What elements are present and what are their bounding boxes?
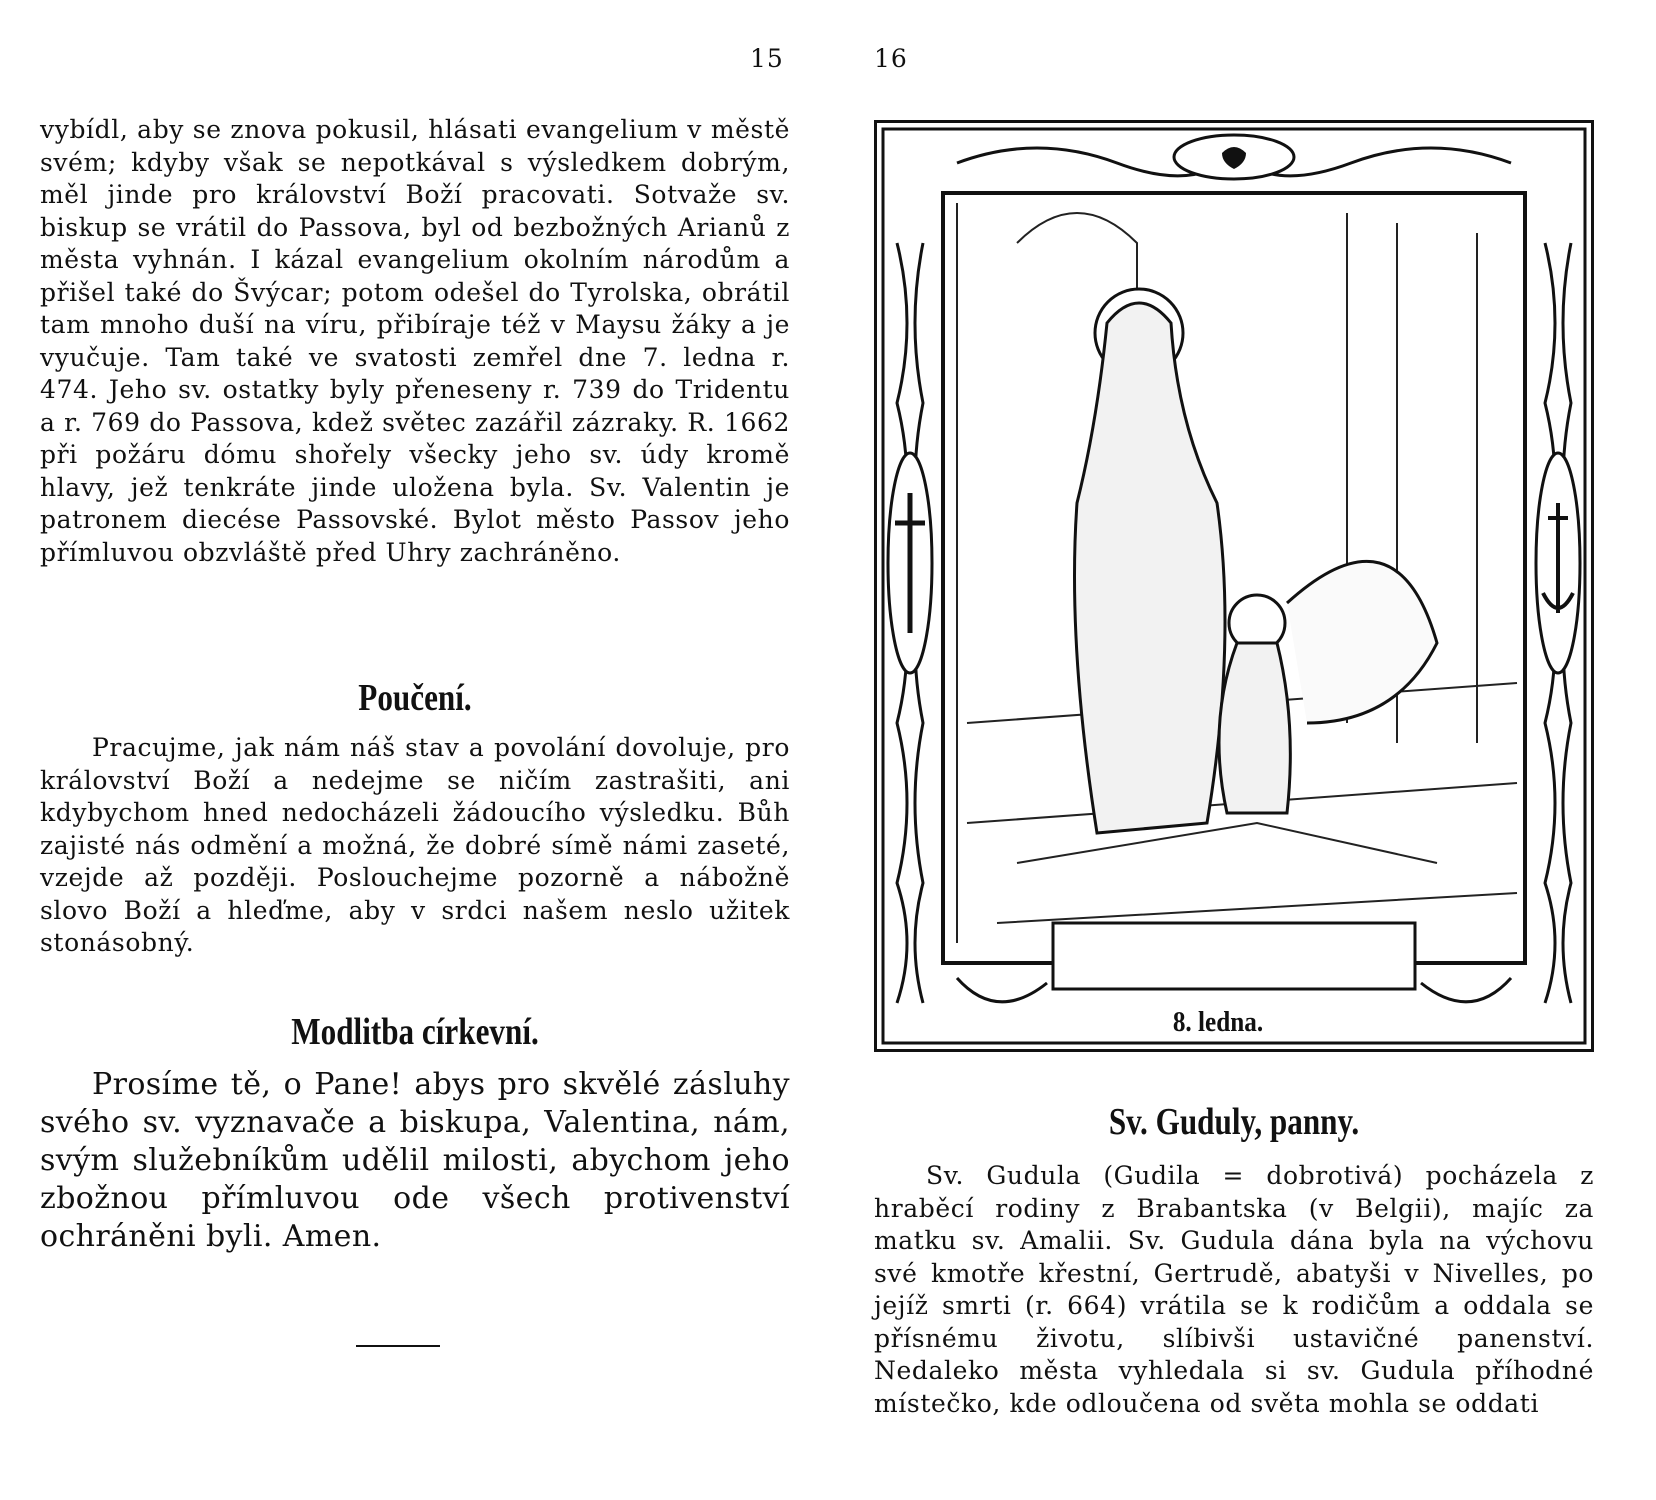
right-body-text: Sv. Gudula (Gudila = dobrotivá) pocházela z hraběcí rodiny z Brabantska (v Belgii), majíc za matku sv. Amalii. Sv. Gudula dána byla na výchovu své kmotře křestní, Gertrudě, abatyši v Nivelles, po jejíž smrti (r. 664) vrátila se k rodičům a oddala se přísnému životu, slíbivši ustavičné panenství. Nedaleko města vyhledala si sv. Gudula příhodné místečko, kde odloučena od světa mohla se oddati <box>874 1161 1594 1418</box>
illustration-frame <box>874 120 1594 1052</box>
pouceni-heading: Poučení. <box>358 677 472 719</box>
left-page <box>40 114 790 1256</box>
page-number-right: 16 <box>874 44 908 73</box>
section-divider <box>356 1345 440 1347</box>
modlitba-text: Prosíme tě, o Pane! abys pro skvělé zásluhy svého sv. vyznavače a biskupa, Valentina, nám, svým služebníkům udělil milosti, abychom jeho zbožnou přímluvou ode všech protivenství ochráněni byli. Amen. <box>40 1067 790 1254</box>
modlitba-heading: Modlitba církevní. <box>291 1011 539 1053</box>
left-body-text: vybídl, aby se znova pokusil, hlásati evangelium v městě svém; kdyby však se nepotkával s výsledkem dobrým, měl jinde pro království Boží pracovati. Sotvaže sv. biskup se vrátil do Passova, byl od bezbožných Arianů z města vyhnán. I kázal evangelium okolním národům a přišel také do Švýcar; potom odešel do Tyrolska, obrátil tam mnoho duší na víru, přibíraje též v Maysu žáky a je vyučuje. Tam také ve svatosti zemřel dne 7. ledna r. 474. Jeho sv. ostatky byly přeneseny r. 739 do Tridentu a r. 769 do Passova, kdež světec zazářil zázraky. R. 1662 při požáru dómu shořely všecky jeho sv. údy kromě hlavy, jež tenkráte jinde uložena byla. Sv. Valentin je patronem diecése Passovské. Bylot město Passov jeho přímluvou obzvláště před Uhry zachráněno. <box>40 115 790 567</box>
pouceni-text: Pracujme, jak nám náš stav a povolání dovoluje, pro království Boží a nedejme se ničím zastrašiti, ani kdybychom hned nedocházeli žádoucího výsledku. Bůh zajisté nás odmění a možná, že dobré símě námi zaseté, vzejde až později. Poslouchejme pozorně a nábožně slovo Boží a hleďme, aby v srdci našem neslo užitek stonásobný. <box>40 733 790 957</box>
saint-illustration <box>877 123 1591 1049</box>
page-number-left: 15 <box>750 44 784 73</box>
right-page-heading: Sv. Guduly, panny. <box>1108 1101 1360 1143</box>
illustration-caption: 8. ledna. <box>1172 1007 1264 1038</box>
